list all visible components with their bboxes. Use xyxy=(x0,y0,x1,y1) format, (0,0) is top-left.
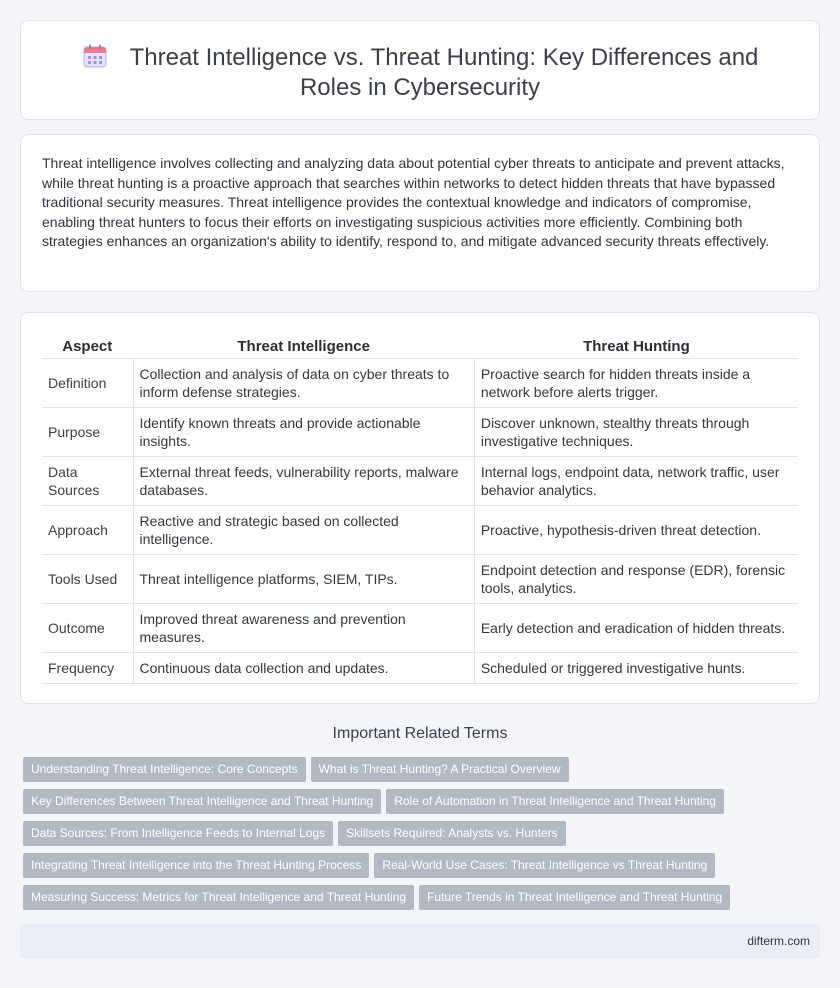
related-term-link[interactable]: Data Sources: From Intelligence Feeds to Internal Logs xyxy=(23,821,333,846)
header-threat-intelligence: Threat Intelligence xyxy=(133,334,474,358)
cell-aspect: Tools Used xyxy=(42,554,133,603)
related-term-link[interactable]: What is Threat Hunting? A Practical Overview xyxy=(311,757,569,782)
cell-threat-intelligence: Reactive and strategic based on collected intelligence. xyxy=(133,505,474,554)
intro-card xyxy=(20,134,820,292)
cell-threat-hunting: Proactive search for hidden threats inside a network before alerts trigger. xyxy=(474,358,798,407)
cell-threat-hunting: Endpoint detection and response (EDR), forensic tools, analytics. xyxy=(474,554,798,603)
related-terms-title: Important Related Terms xyxy=(332,725,508,742)
cell-aspect: Outcome xyxy=(42,603,133,652)
cell-aspect: Purpose xyxy=(42,407,133,456)
table-row xyxy=(42,358,798,407)
table-row xyxy=(42,456,798,505)
footer xyxy=(20,924,820,958)
cell-aspect: Data Sources xyxy=(42,456,133,505)
table-row xyxy=(42,407,798,456)
cell-threat-intelligence: Continuous data collection and updates. xyxy=(133,652,474,683)
tag-row xyxy=(23,885,803,917)
cell-threat-intelligence: Improved threat awareness and prevention measures. xyxy=(133,603,474,652)
tag-row xyxy=(23,853,803,885)
cell-threat-hunting: Discover unknown, stealthy threats through investigative techniques. xyxy=(474,407,798,456)
table-row xyxy=(42,554,798,603)
cell-threat-hunting: Early detection and eradication of hidden threats. xyxy=(474,603,798,652)
cell-aspect: Approach xyxy=(42,505,133,554)
related-term-link[interactable]: Integrating Threat Intelligence into the Threat Hunting Process xyxy=(23,853,369,878)
tag-row xyxy=(23,757,803,789)
cell-threat-hunting: Proactive, hypothesis-driven threat detection. xyxy=(474,505,798,554)
cell-threat-intelligence: Collection and analysis of data on cyber threats to inform defense strategies. xyxy=(133,358,474,407)
cell-threat-intelligence: Threat intelligence platforms, SIEM, TIPs. xyxy=(133,554,474,603)
comparison-table xyxy=(42,334,798,684)
table-row xyxy=(42,652,798,683)
related-term-link[interactable]: Real-World Use Cases: Threat Intelligence vs Threat Hunting xyxy=(374,853,715,878)
tag-row xyxy=(23,789,803,821)
tag-row xyxy=(23,821,803,853)
page-title-wrap xyxy=(61,43,779,103)
table-row xyxy=(42,603,798,652)
related-term-link[interactable]: Role of Automation in Threat Intelligence and Threat Hunting xyxy=(386,789,724,814)
footer-site-link[interactable]: difterm.com xyxy=(747,934,810,948)
header-threat-hunting: Threat Hunting xyxy=(474,334,798,358)
related-term-link[interactable]: Key Differences Between Threat Intelligence and Threat Hunting xyxy=(23,789,381,814)
related-term-link[interactable]: Measuring Success: Metrics for Threat Intelligence and Threat Hunting xyxy=(23,885,414,910)
related-term-link[interactable]: Future Trends in Threat Intelligence and Threat Hunting xyxy=(419,885,730,910)
cell-threat-intelligence: External threat feeds, vulnerability reports, malware databases. xyxy=(133,456,474,505)
header-card xyxy=(20,20,820,120)
cell-threat-hunting: Internal logs, endpoint data, network traffic, user behavior analytics. xyxy=(474,456,798,505)
cell-aspect: Definition xyxy=(42,358,133,407)
table-row xyxy=(42,505,798,554)
calendar-icon xyxy=(82,43,108,69)
page-title: Threat Intelligence vs. Threat Hunting: Key Differences and Roles in Cybersecurity xyxy=(129,44,759,101)
header-aspect: Aspect xyxy=(62,338,113,356)
comparison-table-card xyxy=(20,312,820,704)
related-term-link[interactable]: Understanding Threat Intelligence: Core Concepts xyxy=(23,757,306,782)
table-header-row xyxy=(42,334,798,358)
cell-threat-hunting: Scheduled or triggered investigative hunts. xyxy=(474,652,798,683)
related-term-link[interactable]: Skillsets Required: Analysts vs. Hunters xyxy=(338,821,565,846)
intro-paragraph: Threat intelligence involves collecting and analyzing data about potential cyber threats to anticipate and prevent attacks, while threat hunting is a proactive approach that searches within networks to detect hidden threats that have bypassed traditional security measures. Threat intelligence provides the contextual knowledge and indicators of compromise, enabling threat hunters to focus their efforts on investigating suspicious activities more efficiently. Combining both strategies enhances an organization's ability to identify, respond to, and mitigate advanced security threats effectively. xyxy=(42,155,785,250)
cell-aspect: Frequency xyxy=(42,652,133,683)
cell-threat-intelligence: Identify known threats and provide actionable insights. xyxy=(133,407,474,456)
related-terms-list xyxy=(23,757,803,917)
